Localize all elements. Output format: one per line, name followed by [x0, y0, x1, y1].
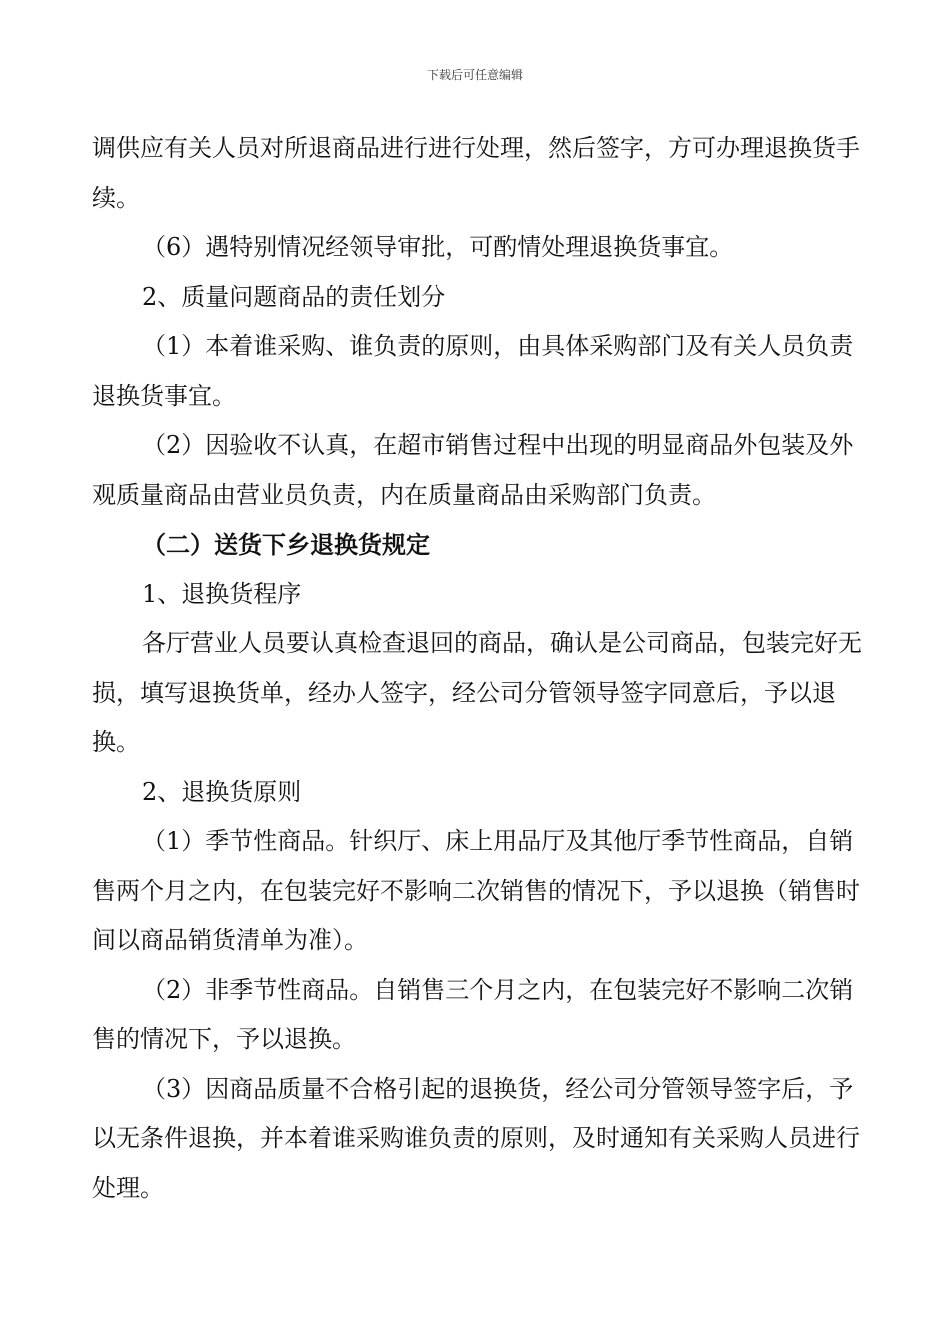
document-body: [92, 124, 868, 1213]
paragraph-procedure: 各厅营业人员要认真检查退回的商品，确认是公司商品，包装完好无损，填写退换货单，经办人签字，经公司分管领导签字同意后，予以退换。: [92, 629, 862, 756]
paragraph-item-6: （6）遇特别情况经领导审批，可酌情处理退换货事宜。: [142, 233, 734, 261]
paragraph-principle-1: （1）季节性商品。针织厅、床上用品厅及其他厅季节性商品，自销售两个月之内，在包装完好不影响二次销售的情况下，予以退换（销售时间以商品销货清单为准）。: [92, 827, 860, 954]
section-heading: （二）送货下乡退换货规定: [142, 530, 430, 559]
paragraph-principle-2: （2）非季节性商品。自销售三个月之内，在包装完好不影响二次销售的情况下，予以退换。: [92, 975, 854, 1053]
subheading-procedure: 1、退换货程序: [142, 579, 302, 608]
paragraph-item-2: （2）因验收不认真，在超市销售过程中出现的明显商品外包装及外观质量商品由营业员负责，内在质量商品由采购部门负责。: [92, 431, 854, 509]
paragraph-item-1: （1）本着谁采购、谁负责的原则，由具体采购部门及有关人员负责退换货事宜。: [92, 332, 854, 410]
paragraph-continuation: 调供应有关人员对所退商品进行进行处理，然后签字，方可办理退换货手续。: [92, 134, 860, 212]
subheading-principles: 2、退换货原则: [142, 777, 302, 806]
page-header: 下载后可任意编辑: [426, 68, 523, 82]
paragraph-principle-3: （3）因商品质量不合格引起的退换货，经公司分管领导签字后，予以无条件退换，并本着谁采购谁负责的原则，及时通知有关采购人员进行处理。: [92, 1074, 860, 1202]
subheading-responsibility: 2、质量问题商品的责任划分: [142, 282, 446, 311]
